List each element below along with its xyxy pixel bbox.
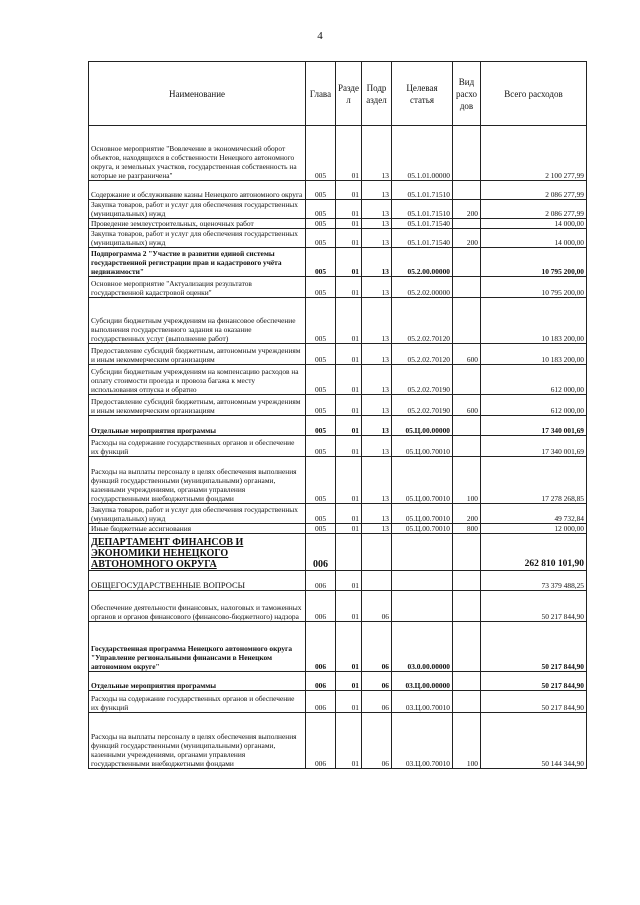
row-name: Субсидии бюджетным учреждениям на компенсацию расходов на оплату стоимости проезда и провоза багажа к месту использования отпуска и обратно — [89, 365, 306, 395]
row-name: Подпрограмма 2 "Участие в развитии единой системы государственной регистрации прав и кадастрового учёта недвижимости" — [89, 248, 306, 277]
row-subsection: 13 — [362, 248, 392, 277]
row-name: Отдельные мероприятия программы — [89, 416, 306, 436]
row-target: 05.1.01.00000 — [392, 126, 453, 181]
row-target: 05.2.00.00000 — [392, 248, 453, 277]
row-kind — [453, 436, 481, 457]
row-target: 05.Ц.00.70010 — [392, 504, 453, 524]
header-target: Целевая статья — [392, 62, 453, 126]
row-chapter: 005 — [306, 277, 336, 298]
row-total: 50 217 844,90 — [481, 622, 587, 672]
row-kind — [453, 126, 481, 181]
table-row — [89, 181, 587, 200]
row-chapter: 005 — [306, 436, 336, 457]
table-row — [89, 713, 587, 769]
row-kind — [453, 534, 481, 571]
row-name: Проведение землеустроительных, оценочных работ — [89, 219, 306, 229]
row-kind — [453, 591, 481, 622]
row-section: 01 — [336, 181, 362, 200]
row-kind: 800 — [453, 524, 481, 534]
row-target: 05.2.02.00000 — [392, 277, 453, 298]
row-kind — [453, 277, 481, 298]
row-total: 2 086 277,99 — [481, 200, 587, 219]
table-row — [89, 219, 587, 229]
row-section: 01 — [336, 504, 362, 524]
row-section: 01 — [336, 713, 362, 769]
row-section: 01 — [336, 219, 362, 229]
row-subsection: 13 — [362, 181, 392, 200]
header-section: Разде л — [336, 62, 362, 126]
row-subsection: 06 — [362, 672, 392, 691]
row-subsection: 06 — [362, 622, 392, 672]
header-total: Всего расходов — [481, 62, 587, 126]
row-target: 05.2.02.70120 — [392, 344, 453, 365]
row-chapter: 005 — [306, 457, 336, 504]
table-row — [89, 395, 587, 416]
row-target — [392, 571, 453, 591]
row-subsection — [362, 534, 392, 571]
row-total: 17 278 268,85 — [481, 457, 587, 504]
row-section: 01 — [336, 416, 362, 436]
row-section: 01 — [336, 298, 362, 344]
table-row — [89, 436, 587, 457]
row-total: 17 340 001,69 — [481, 436, 587, 457]
row-total: 10 183 200,00 — [481, 298, 587, 344]
row-chapter: 005 — [306, 229, 336, 248]
row-subsection: 13 — [362, 126, 392, 181]
row-section: 01 — [336, 277, 362, 298]
row-name: Основное мероприятие "Вовлечение в экономический оборот объектов, находящихся в собственности Ненецкого автономного округа, и земельных участков, государственная собственность на которые не разграничена" — [89, 126, 306, 181]
row-subsection: 13 — [362, 200, 392, 219]
row-total: 50 217 844,90 — [481, 672, 587, 691]
row-target: 05.Ц.00.70010 — [392, 524, 453, 534]
row-target: 05.2.02.70190 — [392, 365, 453, 395]
table-row — [89, 200, 587, 219]
row-total: 50 144 344,90 — [481, 713, 587, 769]
row-kind — [453, 219, 481, 229]
row-section: 01 — [336, 457, 362, 504]
row-name: Закупка товаров, работ и услуг для обеспечения государственных (муниципальных) нужд — [89, 200, 306, 219]
row-section: 01 — [336, 200, 362, 219]
row-section — [336, 534, 362, 571]
row-total: 50 217 844,90 — [481, 691, 587, 713]
row-chapter: 005 — [306, 524, 336, 534]
header-name: Наименование — [89, 62, 306, 126]
row-chapter: 005 — [306, 248, 336, 277]
row-name: Содержание и обслуживание казны Ненецкого автономного округа — [89, 181, 306, 200]
row-total: 49 732,84 — [481, 504, 587, 524]
row-chapter: 006 — [306, 672, 336, 691]
row-name: Расходы на выплаты персоналу в целях обеспечения выполнения функций государственными (муниципальными) органами, казенными учреждениями, органами управления государственными внебюджетными фондами — [89, 457, 306, 504]
row-total: 50 217 844,90 — [481, 591, 587, 622]
header-chapter: Глава — [306, 62, 336, 126]
row-subsection: 13 — [362, 219, 392, 229]
table-row — [89, 365, 587, 395]
row-name: ОБЩЕГОСУДАРСТВЕННЫЕ ВОПРОСЫ — [89, 571, 306, 591]
row-total: 262 810 101,90 — [481, 534, 587, 571]
row-total: 17 340 001,69 — [481, 416, 587, 436]
table-row — [89, 248, 587, 277]
row-name: Предоставление субсидий бюджетным, автономным учреждениям и иным некоммерческим организациям — [89, 344, 306, 365]
row-chapter: 005 — [306, 416, 336, 436]
row-section: 01 — [336, 571, 362, 591]
row-target: 05.Ц.00.70010 — [392, 436, 453, 457]
row-total: 10 795 200,00 — [481, 277, 587, 298]
row-chapter: 005 — [306, 365, 336, 395]
row-subsection: 13 — [362, 395, 392, 416]
row-chapter: 005 — [306, 126, 336, 181]
row-section: 01 — [336, 524, 362, 534]
row-target: 03.Ц.00.70010 — [392, 691, 453, 713]
row-name: Закупка товаров, работ и услуг для обеспечения государственных (муниципальных) нужд — [89, 504, 306, 524]
row-kind — [453, 571, 481, 591]
row-total: 612 000,00 — [481, 365, 587, 395]
row-name: Субсидии бюджетным учреждениям на финансовое обеспечение выполнения государственного задания на оказание государственных услуг (выполнение работ) — [89, 298, 306, 344]
table-row — [89, 571, 587, 591]
row-subsection: 13 — [362, 229, 392, 248]
header-subsection: Подр аздел — [362, 62, 392, 126]
row-name: ДЕПАРТАМЕНТ ФИНАНСОВ И ЭКОНОМИКИ НЕНЕЦКОГО АВТОНОМНОГО ОКРУГА — [89, 534, 306, 571]
row-target: 03.Ц.00.00000 — [392, 672, 453, 691]
row-target: 05.2.02.70190 — [392, 395, 453, 416]
row-target: 05.2.02.70120 — [392, 298, 453, 344]
table-row — [89, 591, 587, 622]
row-section: 01 — [336, 691, 362, 713]
row-subsection: 13 — [362, 524, 392, 534]
row-name: Расходы на содержание государственных органов и обеспечение их функций — [89, 691, 306, 713]
row-subsection: 06 — [362, 591, 392, 622]
table-header-row — [89, 62, 587, 126]
row-kind: 100 — [453, 713, 481, 769]
row-name: Иные бюджетные ассигнования — [89, 524, 306, 534]
row-subsection: 13 — [362, 277, 392, 298]
row-section: 01 — [336, 395, 362, 416]
row-kind: 200 — [453, 504, 481, 524]
row-section: 01 — [336, 365, 362, 395]
row-subsection: 13 — [362, 344, 392, 365]
row-chapter: 006 — [306, 591, 336, 622]
row-target: 05.Ц.00.00000 — [392, 416, 453, 436]
row-name: Государственная программа Ненецкого автономного округа "Управление региональными финансами в Ненецком автономном округе" — [89, 622, 306, 672]
row-total: 10 795 200,00 — [481, 248, 587, 277]
table-row — [89, 229, 587, 248]
row-target: 05.Ц.00.70010 — [392, 457, 453, 504]
row-chapter: 005 — [306, 344, 336, 365]
row-total: 14 000,00 — [481, 229, 587, 248]
row-target — [392, 591, 453, 622]
table-row — [89, 524, 587, 534]
row-target: 03.0.00.00000 — [392, 622, 453, 672]
row-target: 05.1.01.71510 — [392, 181, 453, 200]
row-total: 73 379 488,25 — [481, 571, 587, 591]
row-target — [392, 534, 453, 571]
row-chapter: 006 — [306, 691, 336, 713]
row-total: 612 000,00 — [481, 395, 587, 416]
row-chapter: 006 — [306, 534, 336, 571]
table-row — [89, 298, 587, 344]
table-row — [89, 504, 587, 524]
row-section: 01 — [336, 344, 362, 365]
row-target: 03.Ц.00.70010 — [392, 713, 453, 769]
row-chapter: 005 — [306, 200, 336, 219]
row-subsection: 13 — [362, 504, 392, 524]
row-kind — [453, 365, 481, 395]
table-row — [89, 691, 587, 713]
row-kind: 600 — [453, 344, 481, 365]
row-chapter: 005 — [306, 181, 336, 200]
row-kind — [453, 622, 481, 672]
table-row — [89, 457, 587, 504]
header-kind: Вид расхо дов — [453, 62, 481, 126]
row-name: Основное мероприятие "Актуализация результатов государственной кадастровой оценки" — [89, 277, 306, 298]
table-row — [89, 277, 587, 298]
row-chapter: 005 — [306, 504, 336, 524]
row-chapter: 006 — [306, 571, 336, 591]
row-kind — [453, 691, 481, 713]
row-name: Расходы на выплаты персоналу в целях обеспечения выполнения функций государственными (муниципальными) органами, казенными учреждениями, органами управления государственными внебюджетными фондами — [89, 713, 306, 769]
row-total: 2 100 277,99 — [481, 126, 587, 181]
row-section: 01 — [336, 591, 362, 622]
row-kind — [453, 416, 481, 436]
table-row-department — [89, 534, 587, 571]
table-row — [89, 126, 587, 181]
row-name: Отдельные мероприятия программы — [89, 672, 306, 691]
row-subsection: 13 — [362, 365, 392, 395]
row-kind — [453, 298, 481, 344]
row-total: 2 086 277,99 — [481, 181, 587, 200]
page-number: 4 — [317, 30, 323, 42]
row-subsection: 13 — [362, 416, 392, 436]
row-target: 05.1.01.71540 — [392, 219, 453, 229]
row-name: Закупка товаров, работ и услуг для обеспечения государственных (муниципальных) нужд — [89, 229, 306, 248]
table-row — [89, 344, 587, 365]
row-kind: 200 — [453, 200, 481, 219]
row-kind: 600 — [453, 395, 481, 416]
row-subsection: 13 — [362, 436, 392, 457]
row-name: Обеспечение деятельности финансовых, налоговых и таможенных органов и органов финансового (финансово-бюджетного) надзора — [89, 591, 306, 622]
row-subsection: 13 — [362, 457, 392, 504]
table-row — [89, 672, 587, 691]
table-row — [89, 622, 587, 672]
row-section: 01 — [336, 248, 362, 277]
row-kind — [453, 248, 481, 277]
row-kind — [453, 672, 481, 691]
row-section: 01 — [336, 436, 362, 457]
row-name: Расходы на содержание государственных органов и обеспечение их функций — [89, 436, 306, 457]
row-kind — [453, 181, 481, 200]
row-section: 01 — [336, 672, 362, 691]
row-target: 05.1.01.71510 — [392, 200, 453, 219]
row-subsection: 06 — [362, 691, 392, 713]
row-subsection: 06 — [362, 713, 392, 769]
row-chapter: 006 — [306, 622, 336, 672]
row-section: 01 — [336, 229, 362, 248]
table-row — [89, 416, 587, 436]
row-name: Предоставление субсидий бюджетным, автономным учреждениям и иным некоммерческим организациям — [89, 395, 306, 416]
budget-table — [88, 61, 587, 769]
row-target: 05.1.01.71540 — [392, 229, 453, 248]
row-chapter: 005 — [306, 298, 336, 344]
row-subsection — [362, 571, 392, 591]
row-chapter: 005 — [306, 219, 336, 229]
row-kind: 200 — [453, 229, 481, 248]
row-subsection: 13 — [362, 298, 392, 344]
row-kind: 100 — [453, 457, 481, 504]
row-chapter: 005 — [306, 395, 336, 416]
row-section: 01 — [336, 622, 362, 672]
row-total: 14 000,00 — [481, 219, 587, 229]
row-chapter: 006 — [306, 713, 336, 769]
row-section: 01 — [336, 126, 362, 181]
row-total: 10 183 200,00 — [481, 344, 587, 365]
row-total: 12 000,00 — [481, 524, 587, 534]
